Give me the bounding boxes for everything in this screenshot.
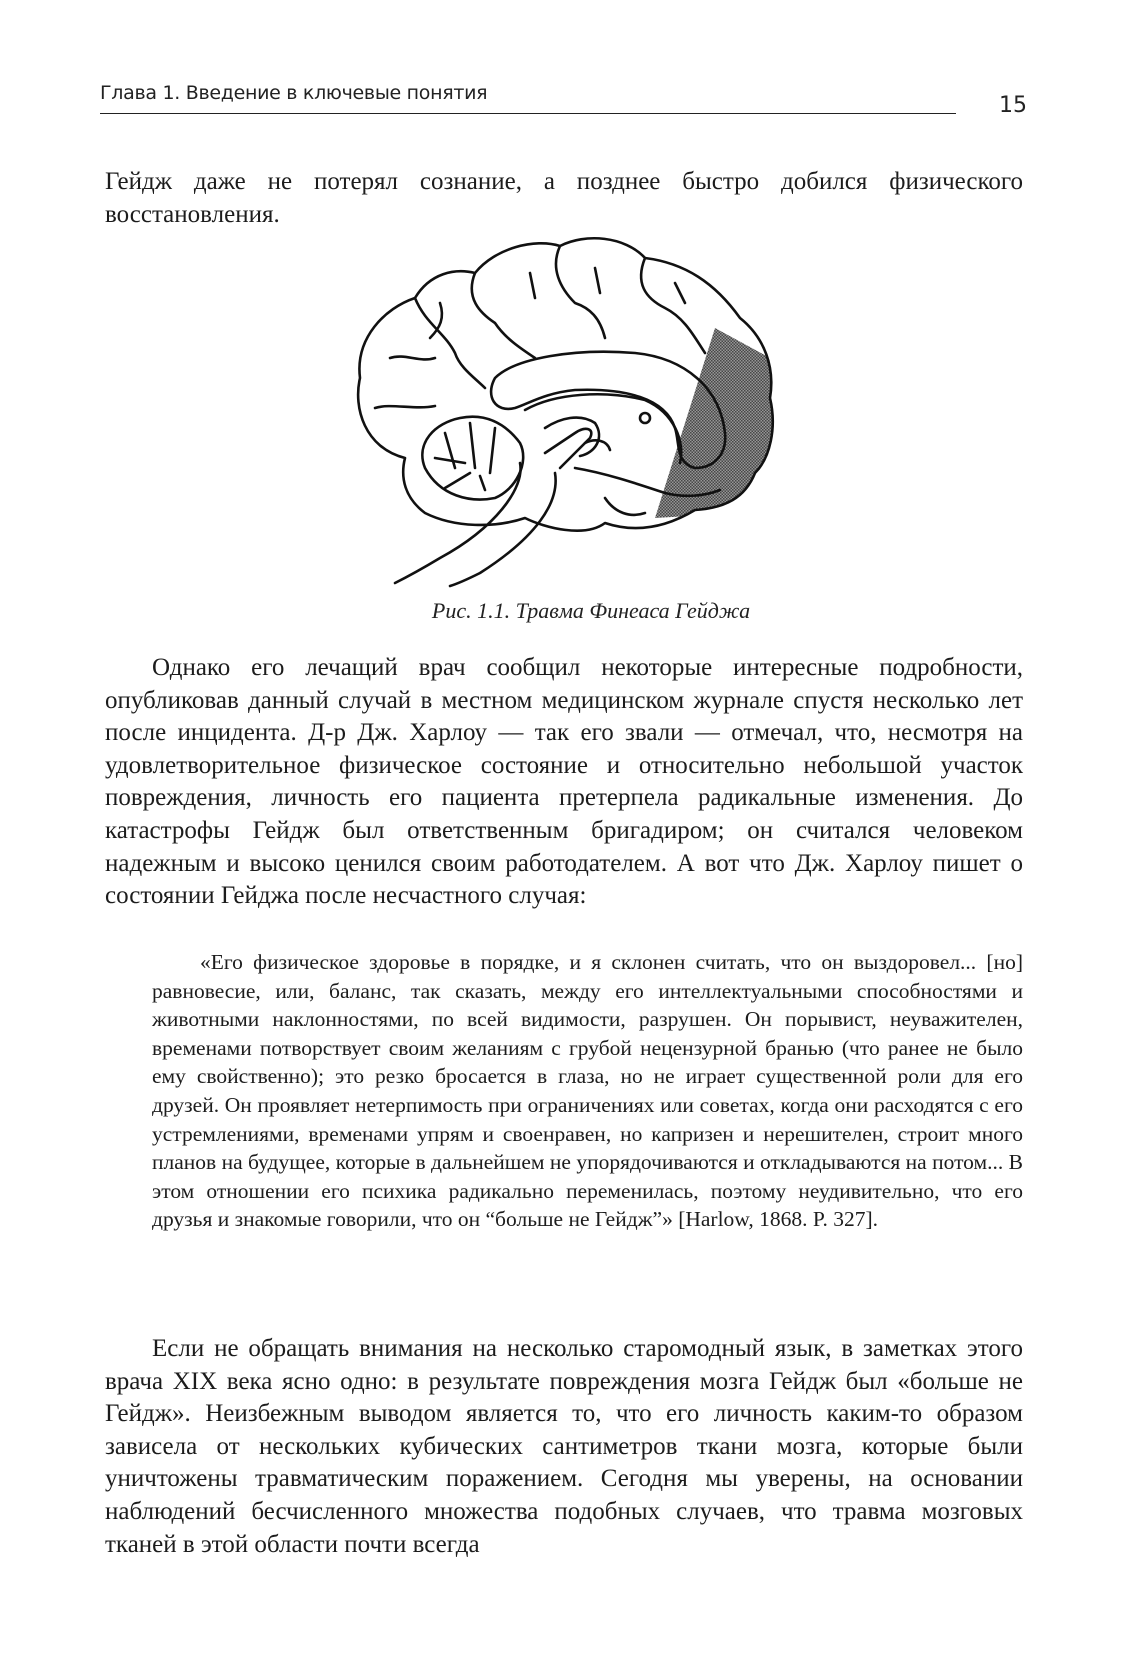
page-number: 15 — [999, 93, 1027, 118]
block-quote: «Его физическое здоровье в порядке, и я склонен считать, что он выздоровел... [но] равновесие, или, баланс, так сказать, между его интеллектуальными способностями и животными наклонностями, по всей видимости, разрушен. Он порывист, неуважителен, временами потворствует своим желаниям с грубой нецензурной бранью (что ранее не было ему свойственно); это резко бросается в глаза, но не играет существенной роли для его друзей. Он проявляет нетерпимость при ограничениях или советах, когда они расходятся с его устремлениями, временами упрям и своенравен, но капризен и нерешителен, строит много планов на будущее, которые в дальнейшем не упорядочиваются и откладываются на потом... В этом отношении его психика радикально переменилась, поэтому неудивительно, что его друзья и знакомые говорили, что он “больше не Гейдж”» [Harlow, 1868. P. 327]. — [152, 950, 1023, 1232]
paragraph-1: Гейдж даже не потерял сознание, а позднее быстро добился физического восстановления. — [105, 168, 1023, 228]
figure-caption: Рис. 1.1. Травма Финеаса Гейджа — [431, 598, 751, 623]
header-rule — [100, 113, 956, 114]
brain-figure — [345, 228, 785, 588]
paragraph-3: Если не обращать внимания на несколько старомодный язык, в заметках этого врача XIX века ясно одно: в результате повреждения мозга Гейдж был «больше не Гейдж». Неизбежным выводом является то, что его личность каким-то образом зависела от нескольких кубических сантиметров ткани мозга, которые были уничтожены травматическим поражением. Сегодня мы уверены, на основании наблюдений бесчисленного множества подобных случаев, что травма мозговых тканей в этой области почти всегда — [105, 1335, 1023, 1558]
paragraph-2: Однако его лечащий врач сообщил некоторые интересные подробности, опубликовав данный случай в местном медицинском журнале спустя несколько лет после инцидента. Д-р Дж. Харлоу — так его звали — отмечал, что, несмотря на удовлетворительное физическое состояние и относительно небольшой участок повреждения, личность его пациента претерпела радикальные изменения. До катастрофы Гейдж был ответственным бригадиром; он считался человеком надежным и высоко ценился своим работодателем. А вот что Дж. Харлоу пишет о состоянии Гейджа после несчастного случая: — [105, 654, 1023, 910]
running-head: Глава 1. Введение в ключевые понятия — [100, 82, 488, 104]
brain-sagittal-illustration — [345, 228, 785, 588]
